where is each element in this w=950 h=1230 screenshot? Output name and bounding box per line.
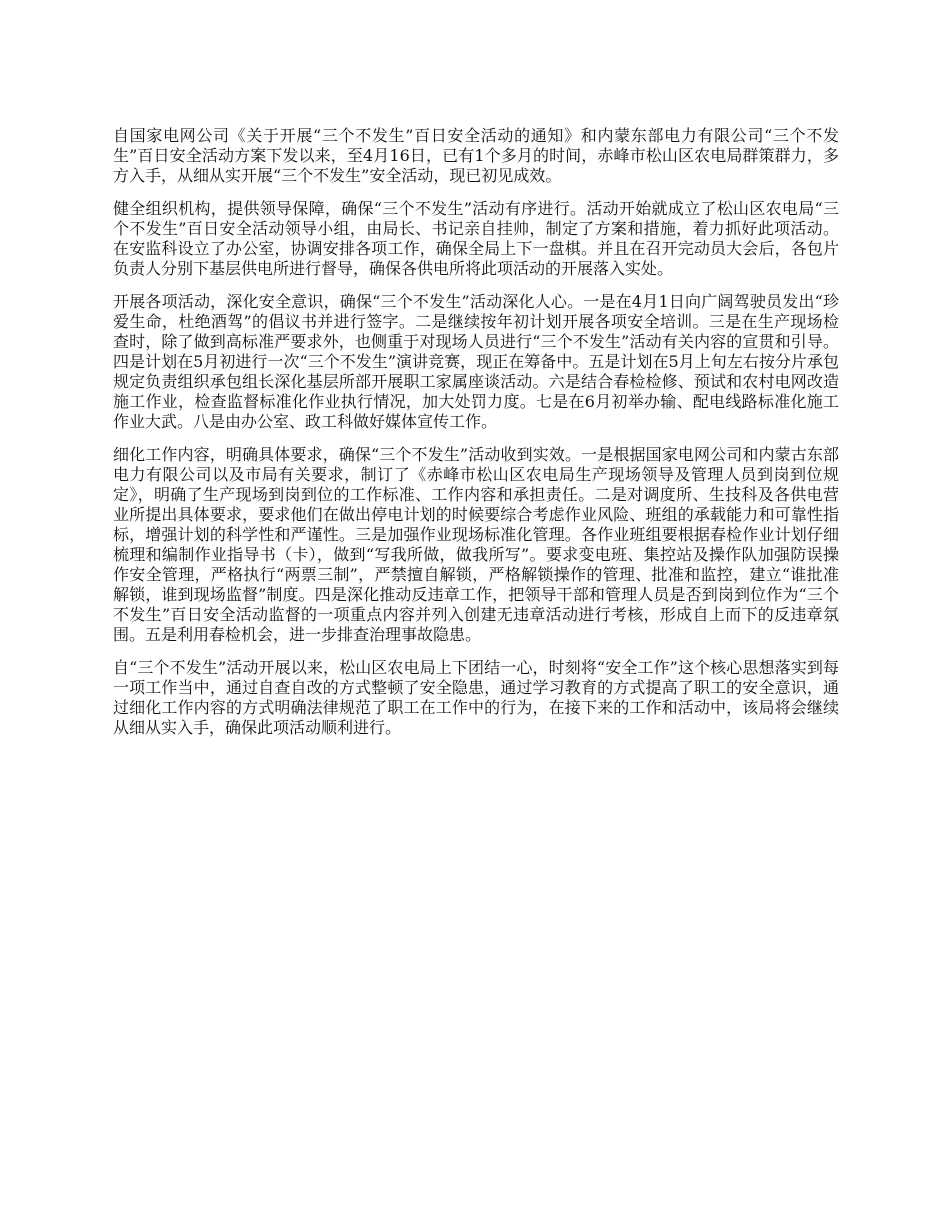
paragraph-requirements: 细化工作内容，明确具体要求，确保“三个不发生”活动收到实效。一是根据国家电网公司和内蒙古东部电力有限公司以及市局有关要求，制订了《赤峰市松山区农电局生产现场领导及管理人员到岗到位规定》，明确了生产现场到岗到位的工作标准、工作内容和承担责任。二是对调度所、生技科及各供电营业所提出具体要求，要求他们在做出停电计划的时候要综合考虑作业风险、班组的承载能力和可靠性指标，增强计划的科学性和严谨性。三是加强作业现场标准化管理。各作业班组要根据春检作业计划仔细梳理和编制作业指导书（卡），做到“写我所做，做我所写”。要求变电班、集控站及操作队加强防误操作安全管理，严格执行“两票三制”，严禁擅自解锁，严格解锁操作的管理、批准和监控，建立“谁批准解锁，谁到现场监督”制度。四是深化推动反违章工作，把领导干部和管理人员是否到岗到位作为“三个不发生”百日安全活动监督的一项重点内容并列入创建无违章活动进行考核，形成自上而下的反违章氛围。五是利用春检机会，进一步排查治理事故隐患。 (113, 445, 839, 644)
paragraph-conclusion: 自“三个不发生”活动开展以来，松山区农电局上下团结一心，时刻将“安全工作”这个核心思想落实到每一项工作当中，通过自查自改的方式整顿了安全隐患，通过学习教育的方式提高了职工的安全意识，通过细化工作内容的方式明确法律规范了职工在工作中的行为，在接下来的工作和活动中，该局将会继续从细从实入手，确保此项活动顺利进行。 (113, 658, 839, 737)
paragraph-intro: 自国家电网公司《关于开展“三个不发生”百日安全活动的通知》和内蒙东部电力有限公司“三个不发生”百日安全活动方案下发以来，至4月16日，已有1个多月的时间，赤峰市松山区农电局群策群力，多方入手，从细从实开展“三个不发生”安全活动，现已初见成效。 (113, 126, 839, 185)
document-body (113, 126, 839, 751)
paragraph-activities: 开展各项活动，深化安全意识，确保“三个不发生”活动深化人心。一是在4月1日向广阔驾驶员发出“珍爱生命，杜绝酒驾”的倡议书并进行签字。二是继续按年初计划开展各项安全培训。三是在生产现场检查时，除了做到高标准严要求外，也侧重于对现场人员进行“三个不发生”活动有关内容的宣贯和引导。四是计划在5月初进行一次“三个不发生”演讲竞赛，现正在筹备中。五是计划在5月上旬左右按分片承包规定负责组织承包组长深化基层所部开展职工家属座谈活动。六是结合春检检修、预试和农村电网改造施工作业，检查监督标准化作业执行情况，加大处罚力度。七是在6月初举办输、配电线路标准化施工作业大武。八是由办公室、政工科做好媒体宣传工作。 (113, 292, 839, 431)
paragraph-organization: 健全组织机构，提供领导保障，确保“三个不发生”活动有序进行。活动开始就成立了松山区农电局“三个不发生”百日安全活动领导小组，由局长、书记亲自挂帅，制定了方案和措施，着力抓好此项活动。在安监科设立了办公室，协调安排各项工作，确保全局上下一盘棋。并且在召开完动员大会后，各包片负责人分别下基层供电所进行督导，确保各供电所将此项活动的开展落入实处。 (113, 199, 839, 278)
